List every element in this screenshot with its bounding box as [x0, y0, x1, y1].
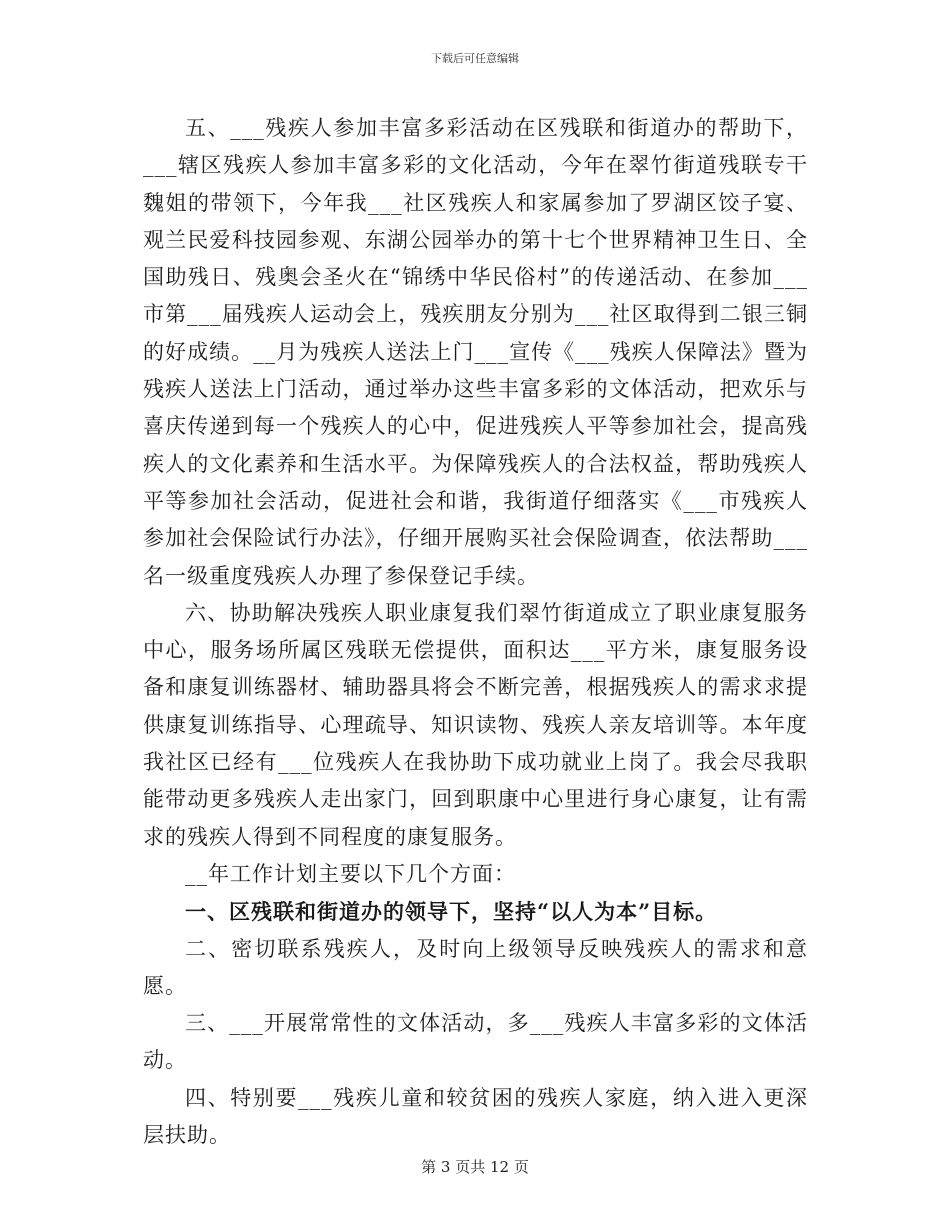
work-plan-intro: __年工作计划主要以下几个方面： [185, 861, 516, 886]
document-body [143, 110, 808, 1154]
page-footer: 第 3 页共 12 页 [421, 1158, 529, 1176]
plan-item-four: 四、特别要___残疾儿童和较贫困的残疾人家庭，纳入进入更深层扶助。 [143, 1085, 808, 1148]
paragraph-five: 五、___残疾人参加丰富多彩活动在区残联和街道办的帮助下，___辖区残疾人参加丰富多彩的文化活动，今年在翠竹街道残联专干魏姐的带领下，今年我___社区残疾人和家属参加了罗湖区饺子宴、观兰民爱科技园参观、东湖公园举办的第十七个世界精神卫生日、全国助残日、残奥会圣火在“锦绣中华民俗村”的传递活动、在参加___市第___届残疾人运动会上，残疾朋友分别为___社区取得到二银三铜的好成绩。__月为残疾人送法上门___宣传《___残疾人保障法》暨为残疾人送法上门活动，通过举办这些丰富多彩的文体活动，把欢乐与喜庆传递到每一个残疾人的心中，促进残疾人平等参加社会，提高残疾人的文化素养和生活水平。为保障残疾人的合法权益，帮助残疾人平等参加社会活动，促进社会和谐，我街道仔细落实《___市残疾人参加社会保险试行办法》，仔细开展购买社会保险调查，依法帮助___名一级重度残疾人办理了参保登记手续。 [143, 116, 808, 588]
paragraph-six: 六、协助解决残疾人职业康复我们翠竹街道成立了职业康复服务中心，服务场所属区残联无偿提供，面积达___平方米，康复服务设备和康复训练器材、辅助器具将会不断完善，根据残疾人的需求求提供康复训练指导、心理疏导、知识读物、残疾人亲友培训等。本年度我社区已经有___位残疾人在我协助下成功就业上岗了。我会尽我职能带动更多残疾人走出家门，回到职康中心里进行身心康复，让有需求的残疾人得到不同程度的康复服务。 [143, 600, 808, 849]
plan-item-one: 一、区残联和街道办的领导下，坚持“以人为本”目标。 [185, 899, 718, 925]
page-header: 下载后可任意编辑 [431, 52, 519, 65]
plan-item-two: 二、密切联系残疾人，及时向上级领导反映残疾人的需求和意愿。 [143, 936, 808, 998]
plan-item-three: 三、___开展常常性的文体活动，多___残疾人丰富多彩的文体活动。 [143, 1011, 808, 1073]
